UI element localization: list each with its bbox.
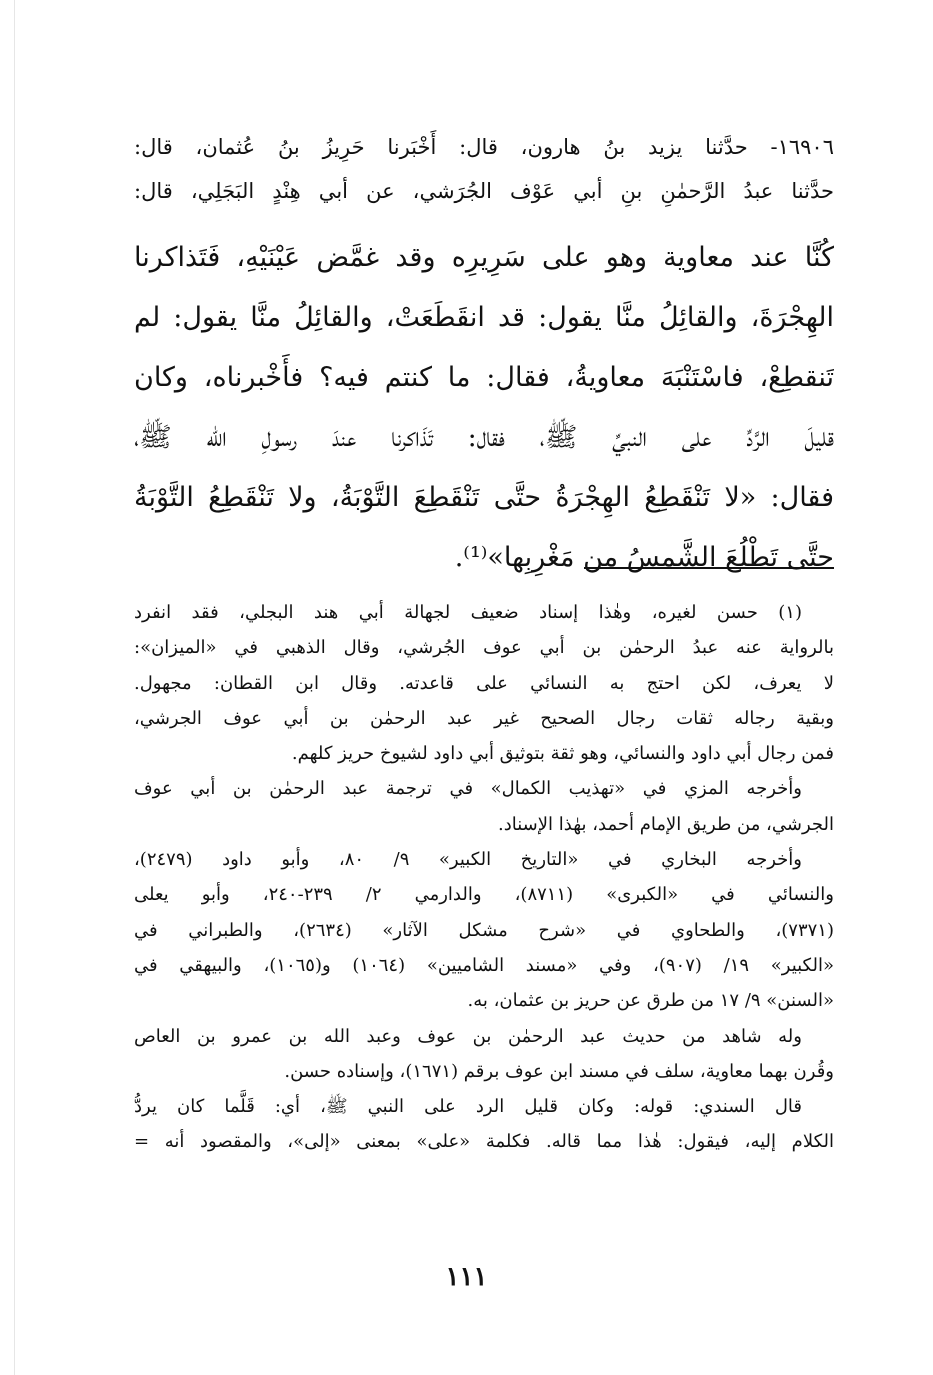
footnote-line: وله شاهد من حديث عبد الرحمٰن بن عوف وعبد الله بن عمرو بن العاص bbox=[134, 1025, 802, 1047]
footnote-line: الكلام إليه، فيقول: هٰذا مما قاله. فكلمة «على» بمعنى «إلى»، والمقصود أنه = bbox=[134, 1131, 834, 1153]
hadith-isnad bbox=[134, 125, 834, 213]
footnote-line: (٧٣٧١)، والطحاوي في «شرح مشكل الآثار» (٢٦٣٤)، والطبراني في bbox=[134, 919, 834, 941]
footnote-line: بالرواية عنه عبدُ الرحمٰن بن أبي عوف الجُرشي، وقال الذهبي في «الميزان»: bbox=[134, 637, 834, 659]
footnote-line: وقُرن بهما معاوية، سلف في مسند ابن عوف برقم (١٦٧١)، وإسناده حسن. bbox=[284, 1060, 834, 1082]
footnote-line: قال السندي: قوله: وكان قليل الرد على النبي ﷺ، أي: قَلَّما كان يردُّ bbox=[134, 1096, 802, 1118]
page-number: ١١١ bbox=[445, 1262, 488, 1292]
matn-line: كُنَّا عند معاوية وهو على سَرِيرِه وقد غمَّض عَيْنَيْهِ، فَتَذاكرنا bbox=[134, 242, 834, 273]
footnote-line: الجرشي، من طريق الإمام أحمد، بهٰذا الإسناد. bbox=[498, 813, 834, 835]
footnote-separator bbox=[584, 567, 834, 569]
footnote-line: وأخرجه المزي في «تهذيب الكمال» في ترجمة عبد الرحمٰن بن أبي عوف bbox=[134, 778, 802, 800]
footnote-line: «السنن» ٩/ ١٧ من طرق عن حريز بن عثمان، به. bbox=[467, 990, 834, 1012]
footnote-line: فمن رجال أبي داود والنسائي، وهو ثقة بتوثيق أبي داود لشيوخ حريز كلهم. bbox=[291, 743, 834, 765]
matn-line: حتَّى تَطْلُعَ الشَّمسُ من مَغْرِبِها»⁽¹⁾. bbox=[454, 542, 834, 573]
footnote-line: وبقية رجاله ثقات رجال الصحيح غير عبد الرحمٰن بن أبي عوف الجرشي، bbox=[134, 707, 834, 729]
footnote-line: والنسائي في «الكبرى» (٨٧١١)، والدارمي ٢/ ٢٣٩-٢٤٠، وأبو يعلى bbox=[134, 884, 834, 906]
footnote-line: «الكبير» ١٩/ (٩٠٧)، وفي «مسند الشاميين» (١٠٦٤) و(١٠٦٥)، والبيهقي في bbox=[134, 954, 834, 976]
matn-line: قليلَ الرَّدِّ على النبيِّ ﷺ، فقال: تَذَاكرنا عندَ رسولِ الله ﷺ، bbox=[134, 422, 834, 453]
page-edge bbox=[14, 0, 15, 1375]
matn-line: الهِجْرَةَ، والقائِلُ منَّا يقول: قد انقَطَعَتْ، والقائِلُ منَّا يقول: لم bbox=[134, 302, 834, 333]
footnotes bbox=[134, 595, 834, 1160]
matn-line: فقال: «لا تَنْقَطِعُ الهِجْرَةُ حتَّى تَنْقَطِعَ التَّوْبَةُ، ولا تَنْقَطِعُ التَّوْبَةُ bbox=[134, 482, 834, 513]
footnote-line: لا يعرف، لكن احتج به النسائي على قاعدته. وقال ابن القطان: مجهول. bbox=[134, 672, 834, 694]
footnote-line: وأخرجه البخاري في «التاريخ الكبير» ٩/ ٨٠، وأبو داود (٢٤٧٩)، bbox=[134, 849, 802, 871]
isnad-line: ١٦٩٠٦- حدَّثنا يزيد بنُ هارون، قال: أَخْبَرنا حَرِيزُ بنُ عُثمان، قال: bbox=[134, 135, 834, 159]
footnote-line: (١) حسن لغيره، وهٰذا إسناد ضعيف لجهالة أبي هند البجلي، فقد انفرد bbox=[134, 602, 802, 623]
hadith-matn bbox=[134, 228, 834, 588]
isnad-line: حدَّثنا عبدُ الرَّحمٰنِ بنِ أبي عَوْف الجُرَشي، عن أبي هِنْدٍ البَجَلِي، قال: bbox=[134, 179, 834, 203]
matn-line: تَنقطِعْ، فاسْتَنْبَهَ معاويةُ، فقال: ما كنتم فيه؟ فأَخْبرناه، وكان bbox=[134, 362, 834, 393]
